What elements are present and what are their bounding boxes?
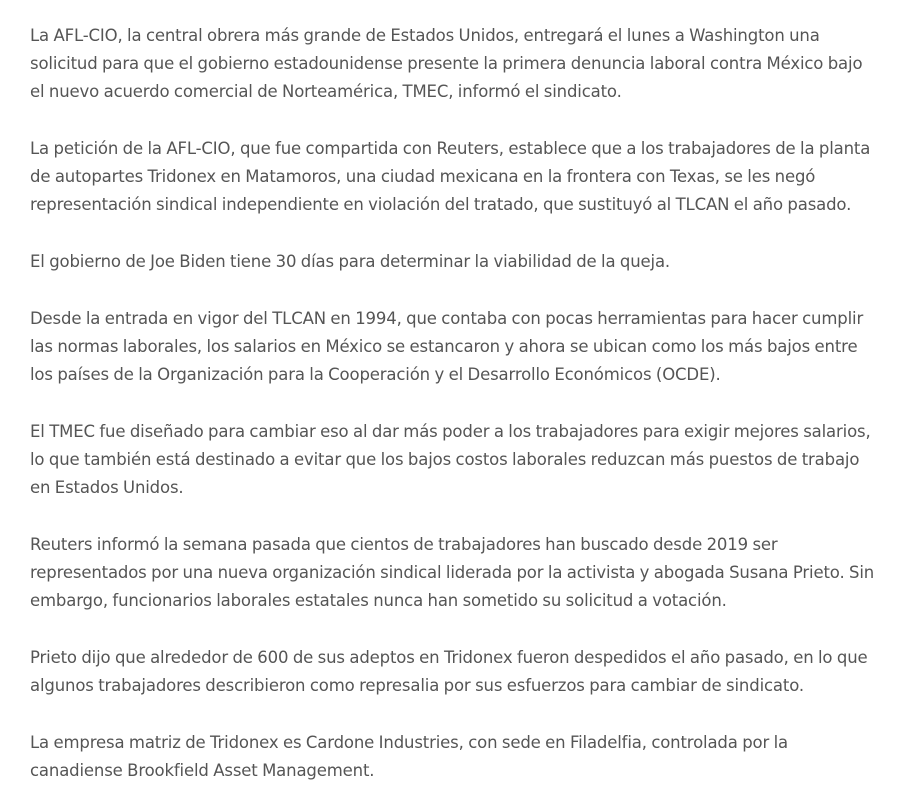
article-paragraph: Prieto dijo que alrededor de 600 de sus adeptos en Tridonex fueron despedidos el año pasado, en lo que algunos trabajadores describieron como represalia por sus esfuerzos para cambiar de sindicato. — [30, 648, 868, 695]
article-paragraph: La empresa matriz de Tridonex es Cardone Industries, con sede en Filadelfia, controlada por la canadiense Brookfield Asset Management. — [30, 733, 788, 780]
article-paragraph: El TMEC fue diseñado para cambiar eso al dar más poder a los trabajadores para exigir mejores salarios, lo que también está destinado a evitar que los bajos costos laborales reduzcan más puestos de trabajo en Estados Unidos. — [30, 422, 871, 497]
article-paragraph: Desde la entrada en vigor del TLCAN en 1994, que contaba con pocas herramientas para hacer cumplir las normas laborales, los salarios en México se estancaron y ahora se ubican como los más bajos entre los países de la Organización para la Cooperación y el Desarrollo Económicos (OCDE). — [30, 309, 864, 384]
article-paragraph: El gobierno de Joe Biden tiene 30 días para determinar la viabilidad de la queja. — [30, 252, 671, 271]
article-paragraph: Reuters informó la semana pasada que cientos de trabajadores han buscado desde 2019 ser representados por una nueva organización sindical liderada por la activista y abogada Susana Prieto. Sin embargo, funcionarios laborales estatales nunca han sometido su solicitud a votación. — [30, 535, 875, 610]
article-paragraph: La petición de la AFL-CIO, que fue compartida con Reuters, establece que a los trabajadores de la planta de autopartes Tridonex en Matamoros, una ciudad mexicana en la frontera con Texas, se les negó representación sindical independiente en violación del tratado, que sustituyó al TLCAN el año pasado. — [30, 139, 871, 214]
article-body — [30, 22, 880, 785]
article-paragraph: La AFL-CIO, la central obrera más grande de Estados Unidos, entregará el lunes a Washington una solicitud para que el gobierno estadounidense presente la primera denuncia laboral contra México bajo el nuevo acuerdo comercial de Norteamérica, TMEC, informó el sindicato. — [30, 26, 863, 101]
